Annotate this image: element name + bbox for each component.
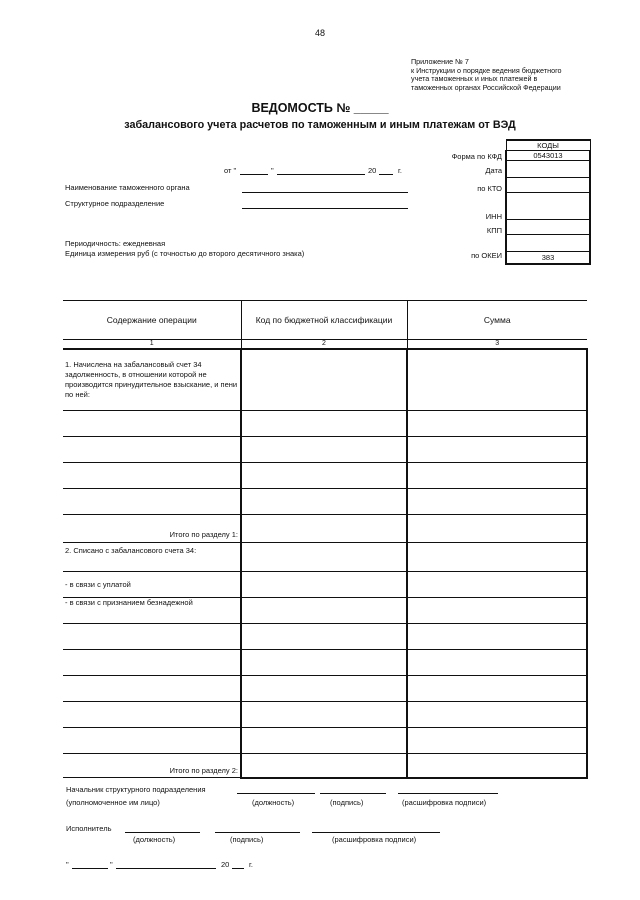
code-cell[interactable]	[241, 463, 407, 489]
subdivision-label: Структурное подразделение	[65, 199, 165, 208]
code-cell[interactable]	[241, 543, 407, 572]
amount-cell[interactable]	[407, 515, 587, 543]
inn-label: ИНН	[485, 212, 502, 221]
column-number: 3	[407, 340, 587, 350]
executor-position-field[interactable]	[125, 832, 200, 833]
codes-header: КОДЫ	[506, 140, 590, 151]
code-cell[interactable]	[241, 702, 407, 728]
code-cell[interactable]	[241, 728, 407, 754]
column-number: 1	[63, 340, 241, 350]
sign-date-quote: "	[110, 860, 113, 869]
section2-total-label: Итого по разделу 2:	[63, 754, 241, 778]
date-year-field[interactable]	[379, 174, 393, 175]
date-prefix: от "	[224, 166, 237, 175]
amount-cell[interactable]	[407, 572, 587, 598]
executor-decoding-caption: (расшифровка подписи)	[332, 835, 417, 844]
code-cell[interactable]	[241, 489, 407, 515]
section1-total-label: Итого по разделу 1:	[63, 515, 241, 543]
table-row	[63, 411, 587, 437]
position-caption: (должность)	[252, 798, 295, 807]
code-cell[interactable]	[241, 650, 407, 676]
table-row	[63, 572, 587, 598]
row-label: - в связи с уплатой	[63, 572, 241, 598]
amount-cell[interactable]	[407, 624, 587, 650]
periodicity: Периодичность: ежедневная	[65, 239, 166, 248]
appendix-line: таможенных органах Российской Федерации	[411, 83, 561, 92]
table-row	[63, 754, 587, 778]
customs-name-label: Наименование таможенного органа	[65, 183, 190, 192]
page-number: 48	[314, 28, 325, 38]
amount-cell[interactable]	[407, 437, 587, 463]
row-label	[63, 437, 241, 463]
okei-value: 383	[506, 252, 590, 265]
row-label	[63, 676, 241, 702]
kpp-label: КПП	[486, 226, 502, 235]
executor-signature-caption: (подпись)	[230, 835, 264, 844]
appendix-line: Приложение № 7	[411, 57, 469, 66]
table-row	[63, 702, 587, 728]
row-label: 1. Начислена на забалансовый счет 34 задолженность, в отношении которой не производится принудительное взыскание, и пени по ней:	[63, 349, 241, 411]
executor-signature-field[interactable]	[215, 832, 300, 833]
column-number: 2	[241, 340, 407, 350]
kpp-cell[interactable]	[506, 220, 590, 235]
column-number-row	[63, 340, 587, 350]
decoding-caption: (расшифровка подписи)	[402, 798, 487, 807]
executor-label: Исполнитель	[66, 824, 112, 833]
subdivision-field[interactable]	[242, 208, 408, 209]
table-row	[63, 598, 587, 624]
row-label	[63, 463, 241, 489]
appendix-note	[411, 57, 601, 92]
sign-date-year-field[interactable]	[232, 868, 244, 869]
amount-cell[interactable]	[407, 598, 587, 624]
customs-name-field[interactable]	[242, 192, 408, 193]
row-label	[63, 728, 241, 754]
amount-cell[interactable]	[407, 650, 587, 676]
code-cell[interactable]	[241, 572, 407, 598]
table-row	[63, 624, 587, 650]
executor-decoding-field[interactable]	[312, 832, 440, 833]
table-row	[63, 728, 587, 754]
inn-cell[interactable]	[506, 193, 590, 220]
empty-code-cell[interactable]	[506, 235, 590, 252]
code-cell[interactable]	[241, 515, 407, 543]
head-label: Начальник структурного подразделения	[66, 785, 206, 794]
appendix-line: к Инструкции о порядке ведения бюджетного	[411, 66, 562, 75]
amount-cell[interactable]	[407, 754, 587, 778]
header-amount: Сумма	[407, 301, 587, 340]
head-signature-field[interactable]	[320, 793, 386, 794]
code-cell[interactable]	[241, 598, 407, 624]
head-decoding-field[interactable]	[398, 793, 498, 794]
sign-date-quote: "	[66, 860, 69, 869]
date-year-suffix: г.	[398, 166, 402, 175]
header-operation: Содержание операции	[63, 301, 241, 340]
okei-label: по ОКЕИ	[471, 251, 502, 260]
amount-cell[interactable]	[407, 676, 587, 702]
code-cell[interactable]	[241, 754, 407, 778]
row-label	[63, 650, 241, 676]
table-row	[63, 515, 587, 543]
date-code-cell[interactable]	[506, 161, 590, 178]
executor-position-caption: (должность)	[133, 835, 176, 844]
code-cell[interactable]	[241, 624, 407, 650]
code-cell[interactable]	[241, 437, 407, 463]
row-label	[63, 702, 241, 728]
table-row	[63, 676, 587, 702]
sign-date-suffix: г.	[249, 860, 253, 869]
head-position-field[interactable]	[237, 793, 315, 794]
amount-cell[interactable]	[407, 728, 587, 754]
sign-date-day-field[interactable]	[72, 868, 108, 869]
kto-cell[interactable]	[506, 178, 590, 193]
row-label	[63, 624, 241, 650]
row-label	[63, 489, 241, 515]
table-row	[63, 349, 587, 411]
head-sublabel: (уполномоченное им лицо)	[66, 798, 160, 807]
header-budget-code: Код по бюджетной классификации	[241, 301, 407, 340]
codes-table	[505, 139, 591, 265]
okfd-label: Форма по КФД	[451, 152, 502, 161]
amount-cell[interactable]	[407, 411, 587, 437]
main-table	[63, 300, 588, 779]
sign-date-year-prefix: 20	[221, 860, 230, 869]
okfd-value: 0543013	[506, 151, 590, 161]
table-row	[63, 650, 587, 676]
amount-cell[interactable]	[407, 543, 587, 572]
amount-cell[interactable]	[407, 349, 587, 411]
sign-date-month-field[interactable]	[116, 868, 216, 869]
date-code-label: Дата	[485, 166, 502, 175]
document-subtitle: забалансового учета расчетов по таможенным и иным платежам от ВЭД	[124, 119, 516, 131]
appendix-line: учета таможенных и иных платежей в	[411, 74, 538, 83]
table-row	[63, 543, 587, 572]
document-title: ВЕДОМОСТЬ № _____	[251, 101, 389, 115]
kto-label: по КТО	[477, 184, 502, 193]
date-day-field[interactable]	[240, 174, 268, 175]
row-label: - в связи с признанием безнадежной	[63, 598, 241, 624]
signature-caption: (подпись)	[330, 798, 364, 807]
amount-cell[interactable]	[407, 702, 587, 728]
code-cell[interactable]	[241, 411, 407, 437]
table-header-row	[63, 301, 587, 340]
amount-cell[interactable]	[407, 489, 587, 515]
row-label	[63, 411, 241, 437]
date-year-prefix: 20	[368, 166, 377, 175]
amount-cell[interactable]	[407, 463, 587, 489]
date-quote: "	[271, 166, 274, 175]
table-row	[63, 437, 587, 463]
code-cell[interactable]	[241, 349, 407, 411]
date-month-field[interactable]	[277, 174, 365, 175]
table-row	[63, 489, 587, 515]
section2-label: 2. Списано с забалансового счета 34:	[63, 543, 241, 572]
code-cell[interactable]	[241, 676, 407, 702]
table-row	[63, 463, 587, 489]
unit-of-measure: Единица измерения руб (с точностью до второго десятичного знака)	[65, 249, 305, 258]
